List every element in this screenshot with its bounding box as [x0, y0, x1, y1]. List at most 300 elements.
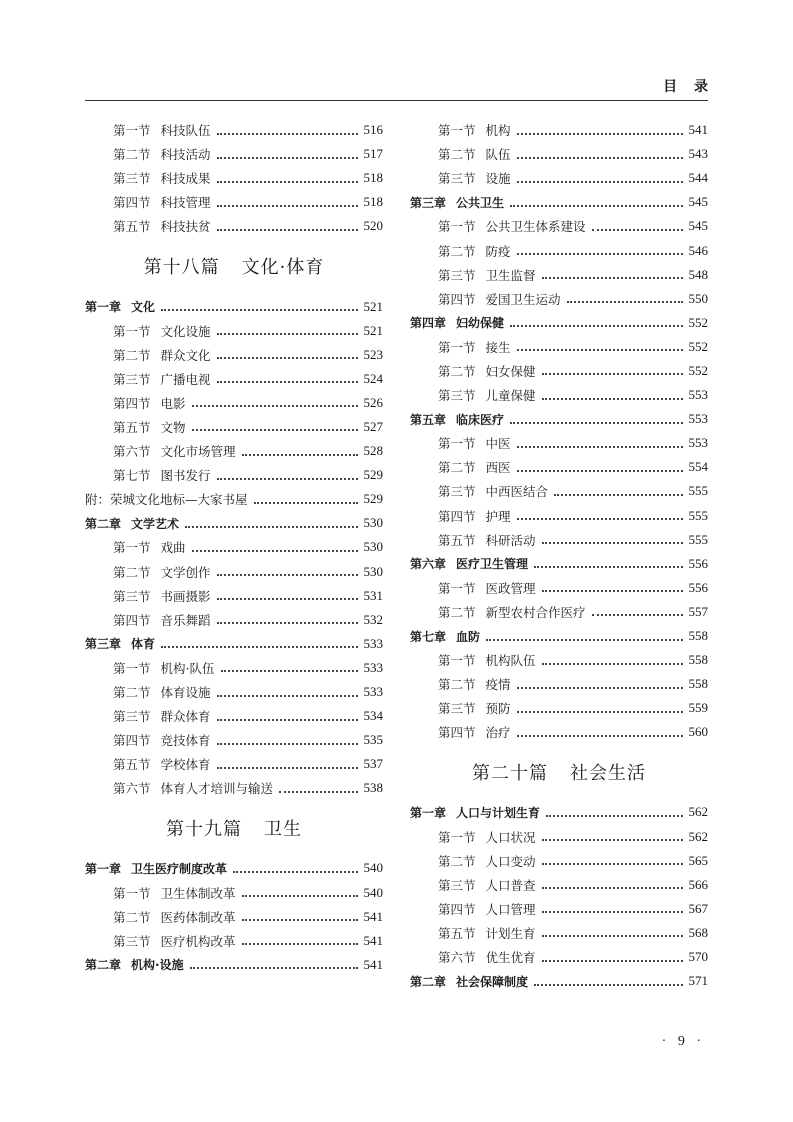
entry-title: 临床医疗: [456, 412, 505, 427]
entry-page-number: 530: [363, 515, 383, 531]
entry-title: 公共卫生: [456, 195, 505, 210]
toc-section-entry[interactable]: [85, 929, 383, 953]
dot-leader: [217, 156, 358, 159]
toc-section-entry[interactable]: [410, 142, 708, 166]
toc-section-entry[interactable]: [410, 263, 708, 287]
dot-leader: [161, 645, 357, 648]
entry-number: 第一节: [113, 323, 151, 339]
entry-title: 医疗机构改革: [160, 933, 236, 949]
entry-page-number: 560: [688, 724, 708, 740]
entry-page-number: 535: [363, 732, 383, 748]
entry-title: 中医: [485, 436, 511, 452]
entry-title: 文化: [131, 300, 156, 315]
entry-label: [85, 956, 188, 973]
running-header: [85, 74, 714, 101]
entry-title: 人口管理: [485, 901, 536, 917]
toc-section-entry[interactable]: [410, 720, 708, 744]
toc-chapter-entry[interactable]: [85, 632, 383, 656]
entry-label: [438, 145, 515, 163]
entry-title: 社会保障制度: [456, 974, 529, 989]
entry-label: [113, 683, 215, 701]
entry-page-number: 518: [363, 194, 383, 210]
toc-section-entry[interactable]: [85, 881, 383, 905]
dot-leader: [254, 501, 358, 504]
entry-title: 医政管理: [485, 580, 536, 596]
entry-number: 第七章: [410, 629, 447, 644]
toc-section-entry[interactable]: [410, 455, 708, 479]
toc-section-entry[interactable]: [410, 528, 708, 552]
entry-page-number: 562: [688, 828, 708, 844]
entry-title: 医疗卫生管理: [456, 557, 529, 572]
entry-number: 第二节: [438, 243, 476, 259]
toc-section-entry[interactable]: [410, 504, 708, 528]
toc-section-entry[interactable]: [410, 873, 708, 897]
entry-title: 设施: [485, 171, 511, 187]
page-number: · 9 ·: [661, 1034, 705, 1049]
entry-number: 第三节: [113, 709, 151, 725]
toc-chapter-entry[interactable]: [85, 294, 383, 318]
entry-title: 队伍: [485, 147, 511, 163]
entry-number: 第二节: [438, 460, 476, 476]
dot-leader: [217, 597, 358, 600]
entry-label: [113, 659, 219, 677]
toc-section-entry[interactable]: [85, 343, 383, 367]
entry-title: 护理: [485, 508, 511, 524]
toc-section-entry[interactable]: [410, 897, 708, 921]
entry-label: [113, 779, 277, 797]
entry-label: [438, 507, 515, 525]
entry-label: [438, 386, 540, 404]
dot-leader: [192, 428, 358, 431]
entry-label: [113, 322, 215, 340]
entry-label: [438, 458, 515, 476]
entry-title: 音乐舞蹈: [160, 612, 211, 628]
entry-page-number: 533: [363, 635, 383, 651]
entry-number: 第二节: [113, 147, 151, 163]
entry-page-number: 545: [688, 194, 708, 210]
dot-leader: [567, 300, 683, 303]
entry-page-number: 567: [688, 900, 708, 916]
entry-page-number: 544: [688, 170, 708, 186]
entry-page-number: 540: [363, 860, 383, 876]
entry-title: 优生优育: [485, 950, 536, 966]
entry-title: 戏曲: [160, 540, 186, 556]
entry-page-number: 530: [363, 563, 383, 579]
entry-title: 卫生体制改革: [160, 885, 236, 901]
entry-page-number: 541: [363, 932, 383, 948]
entry-page-number: 552: [688, 314, 708, 330]
toc-section-entry[interactable]: [85, 728, 383, 752]
toc-section-entry[interactable]: [410, 849, 708, 873]
entry-title: 书画摄影: [160, 588, 211, 604]
entry-title: 科技活动: [160, 147, 211, 163]
entry-label: [85, 515, 183, 532]
toc-section-entry[interactable]: [85, 905, 383, 929]
entry-number: 第六节: [438, 950, 476, 966]
entry-title: 科技管理: [160, 195, 211, 211]
entry-page-number: 533: [363, 659, 383, 675]
toc-section-entry[interactable]: [85, 391, 383, 415]
entry-page-number: 530: [363, 539, 383, 555]
toc-section-entry[interactable]: [85, 560, 383, 584]
toc-section-entry[interactable]: [410, 600, 708, 624]
entry-label: [438, 362, 540, 380]
entry-title: 文学艺术: [131, 516, 180, 531]
entry-number: 第一节: [438, 580, 476, 596]
entry-number: 第三章: [410, 195, 447, 210]
entry-number: 第三节: [438, 388, 476, 404]
entry-title: 血防: [456, 629, 481, 644]
toc-section-entry[interactable]: [85, 463, 383, 487]
dot-leader: [542, 397, 683, 400]
toc-section-entry[interactable]: [410, 921, 708, 945]
entry-number: 第五节: [113, 419, 151, 435]
entry-title: 图书发行: [160, 468, 211, 484]
entry-label: [438, 828, 540, 846]
dot-leader: [217, 766, 358, 769]
toc-section-entry[interactable]: [410, 238, 708, 262]
entry-title: 体育人才培训与输送: [160, 781, 274, 797]
entry-number: 第四章: [410, 316, 447, 331]
entry-number: 第一章: [410, 805, 447, 820]
entry-page-number: 554: [688, 459, 708, 475]
entry-page-number: 521: [363, 322, 383, 338]
entry-number: 第一节: [113, 123, 151, 139]
entry-number: 第五节: [113, 757, 151, 773]
dot-leader: [185, 525, 357, 528]
entry-title: 广播电视: [160, 371, 211, 387]
entry-label: [113, 908, 240, 926]
toc-section-entry[interactable]: [410, 479, 708, 503]
entry-page-number: 570: [688, 949, 708, 965]
entry-page-number: 558: [688, 652, 708, 668]
entry-page-number: 550: [688, 290, 708, 306]
entry-page-number: 524: [363, 370, 383, 386]
entry-number: 第二节: [113, 909, 151, 925]
toc-section-entry[interactable]: [85, 118, 383, 142]
entry-title: 文化设施: [160, 323, 211, 339]
dot-leader: [542, 934, 683, 937]
dot-leader: [233, 870, 357, 873]
entry-label: [113, 442, 240, 460]
dot-leader: [546, 814, 682, 817]
entry-label: [438, 482, 552, 500]
entry-number: 第二章: [410, 974, 447, 989]
toc-section-entry[interactable]: [410, 383, 708, 407]
entry-label: [438, 699, 515, 717]
dot-leader: [217, 380, 358, 383]
entry-page-number: 546: [688, 242, 708, 258]
toc-section-entry[interactable]: [85, 704, 383, 728]
toc-chapter-entry[interactable]: [85, 511, 383, 535]
entry-label: [85, 635, 159, 652]
dot-leader: [242, 942, 358, 945]
dot-leader: [217, 332, 358, 335]
toc-section-entry[interactable]: [85, 142, 383, 166]
entry-title: 卫生医疗制度改革: [131, 861, 228, 876]
entry-label: [410, 973, 532, 990]
toc-section-entry[interactable]: [410, 945, 708, 969]
toc-section-entry[interactable]: [410, 359, 708, 383]
dot-leader: [542, 276, 683, 279]
entry-number: 第二节: [438, 677, 476, 693]
toc-section-entry[interactable]: [410, 648, 708, 672]
entry-label: [438, 531, 540, 549]
entry-title: 体育: [131, 637, 156, 652]
dot-leader: [217, 573, 358, 576]
entry-title: 人口变动: [485, 853, 536, 869]
dot-leader: [510, 421, 682, 424]
dot-leader: [542, 886, 683, 889]
entry-number: 第一节: [438, 339, 476, 355]
entry-title: 机构·设施: [131, 958, 184, 973]
toc-column-left: [85, 118, 383, 977]
entry-page-number: 558: [688, 676, 708, 692]
entry-label: [85, 490, 252, 508]
entry-label: [438, 338, 515, 356]
part-heading: [410, 744, 708, 800]
part-number: 第十八篇: [143, 257, 220, 279]
entry-page-number: 521: [363, 298, 383, 314]
entry-page-number: 562: [688, 804, 708, 820]
toc-appendix-entry[interactable]: [85, 487, 383, 511]
entry-title: 体育设施: [160, 685, 211, 701]
toc-chapter-entry[interactable]: [410, 190, 708, 214]
entry-number: 第五节: [438, 925, 476, 941]
entry-number: 第二节: [438, 604, 476, 620]
dot-leader: [486, 638, 682, 641]
entry-page-number: 527: [363, 418, 383, 434]
toc-section-entry[interactable]: [85, 584, 383, 608]
part-heading: [85, 800, 383, 856]
toc-section-entry[interactable]: [410, 214, 708, 238]
entry-title: 机构: [485, 123, 511, 139]
entry-title: 中西医结合: [485, 484, 549, 500]
entry-number: 第三节: [438, 701, 476, 717]
entry-number: 第三节: [438, 484, 476, 500]
toc-section-entry[interactable]: [85, 752, 383, 776]
entry-label: [113, 394, 190, 412]
entry-number: 第四节: [438, 508, 476, 524]
toc-section-entry[interactable]: [85, 439, 383, 463]
dot-leader: [534, 983, 682, 986]
entry-number: 第二节: [113, 564, 151, 580]
entry-label: [113, 121, 215, 139]
entry-page-number: 566: [688, 876, 708, 892]
entry-label: [438, 924, 540, 942]
toc-section-entry[interactable]: [410, 576, 708, 600]
toc-section-entry[interactable]: [410, 118, 708, 142]
entry-page-number: 552: [688, 362, 708, 378]
entry-label: [410, 411, 508, 428]
entry-number: 第三节: [113, 371, 151, 387]
toc-chapter-entry[interactable]: [410, 311, 708, 335]
entry-number: 第二章: [85, 958, 122, 973]
entry-number: 第一节: [113, 660, 151, 676]
entry-page-number: 548: [688, 266, 708, 282]
entry-page-number: 541: [688, 122, 708, 138]
dot-leader: [517, 180, 683, 183]
toc-chapter-entry[interactable]: [410, 407, 708, 431]
entry-label: [438, 900, 540, 918]
toc-section-entry[interactable]: [85, 190, 383, 214]
entry-number: 第四节: [113, 195, 151, 211]
entry-title: 治疗: [485, 725, 511, 741]
toc-section-entry[interactable]: [85, 680, 383, 704]
toc-chapter-entry[interactable]: [410, 800, 708, 824]
entry-title: 机构·队伍: [160, 660, 215, 676]
entry-title: 荣城文化地标—大家书屋: [110, 492, 248, 508]
dot-leader: [517, 710, 683, 713]
toc-section-entry[interactable]: [85, 166, 383, 190]
entry-label: [85, 298, 159, 315]
entry-page-number: 537: [363, 756, 383, 772]
entry-number: 第四节: [113, 733, 151, 749]
entry-label: [410, 314, 508, 331]
toc-chapter-entry[interactable]: [85, 856, 383, 880]
entry-page-number: 552: [688, 338, 708, 354]
entry-label: [438, 121, 515, 139]
dot-leader: [542, 838, 683, 841]
entry-page-number: 529: [363, 491, 383, 507]
entry-title: 医药体制改革: [160, 909, 236, 925]
entry-label: [113, 755, 215, 773]
entry-page-number: 565: [688, 852, 708, 868]
entry-title: 文学创作: [160, 564, 211, 580]
dot-leader: [542, 910, 683, 913]
entry-number: 第二节: [113, 685, 151, 701]
toc-section-entry[interactable]: [85, 535, 383, 559]
dot-leader: [217, 228, 358, 231]
entry-number: 第一节: [438, 123, 476, 139]
toc-section-entry[interactable]: [410, 431, 708, 455]
entry-title: 科研活动: [485, 532, 536, 548]
dot-leader: [542, 959, 683, 962]
entry-page-number: 555: [688, 507, 708, 523]
entry-title: 疫情: [485, 677, 511, 693]
entry-title: 妇女保健: [485, 363, 536, 379]
entry-page-number: 556: [688, 555, 708, 571]
toc-section-entry[interactable]: [85, 367, 383, 391]
dot-leader: [554, 493, 682, 496]
toc-section-entry[interactable]: [85, 214, 383, 238]
entry-number: 第三节: [438, 267, 476, 283]
dot-leader: [592, 228, 683, 231]
toc-section-entry[interactable]: [410, 335, 708, 359]
entry-page-number: 531: [363, 587, 383, 603]
entry-title: 接生: [485, 339, 511, 355]
entry-label: [113, 145, 215, 163]
toc-section-entry[interactable]: [85, 776, 383, 800]
entry-title: 文物: [160, 419, 186, 435]
entry-label: [438, 290, 565, 308]
entry-number: 第六章: [410, 557, 447, 572]
entry-title: 西医: [485, 460, 511, 476]
entry-number: 第六节: [113, 781, 151, 797]
entry-label: [438, 579, 540, 597]
entry-page-number: 555: [688, 483, 708, 499]
toc-section-entry[interactable]: [410, 696, 708, 720]
dot-leader: [542, 589, 683, 592]
entry-label: [438, 675, 515, 693]
dot-leader: [517, 252, 683, 255]
entry-number: 第一节: [113, 540, 151, 556]
entry-label: [438, 852, 540, 870]
header-title: 目 录: [663, 79, 714, 95]
entry-page-number: 541: [363, 956, 383, 972]
entry-page-number: 557: [688, 603, 708, 619]
entry-label: [113, 611, 215, 629]
toc-section-entry[interactable]: [410, 166, 708, 190]
toc-chapter-entry[interactable]: [85, 953, 383, 977]
entry-number: 第六节: [113, 444, 151, 460]
entry-title: 科技成果: [160, 171, 211, 187]
entry-title: 卫生监督: [485, 267, 536, 283]
entry-page-number: 553: [688, 435, 708, 451]
entry-label: [438, 434, 515, 452]
entry-title: 新型农村合作医疗: [485, 604, 586, 620]
entry-page-number: 517: [363, 146, 383, 162]
dot-leader: [542, 662, 683, 665]
entry-page-number: 518: [363, 170, 383, 186]
entry-title: 科技队伍: [160, 123, 211, 139]
entry-page-number: 540: [363, 884, 383, 900]
dot-leader: [517, 348, 683, 351]
dot-leader: [517, 445, 683, 448]
toc-section-entry[interactable]: [410, 825, 708, 849]
entry-page-number: 545: [688, 218, 708, 234]
entry-label: [113, 217, 215, 235]
dot-leader: [517, 156, 683, 159]
toc-chapter-entry[interactable]: [410, 552, 708, 576]
toc-section-entry[interactable]: [410, 672, 708, 696]
entry-label: [410, 194, 508, 211]
entry-page-number: 553: [688, 411, 708, 427]
dot-leader: [242, 453, 358, 456]
toc-section-entry[interactable]: [410, 287, 708, 311]
entry-label: [113, 563, 215, 581]
entry-label: [438, 651, 540, 669]
entry-title: 机构队伍: [485, 653, 536, 669]
entry-title: 公共卫生体系建设: [485, 219, 586, 235]
dot-leader: [217, 718, 358, 721]
toc-chapter-entry[interactable]: [410, 624, 708, 648]
dot-leader: [242, 918, 358, 921]
entry-page-number: 516: [363, 122, 383, 138]
entry-title: 人口普查: [485, 877, 536, 893]
toc-section-entry[interactable]: [85, 656, 383, 680]
toc-section-entry[interactable]: [85, 319, 383, 343]
entry-number: 附：: [85, 492, 111, 508]
dot-leader: [542, 862, 683, 865]
entry-label: [113, 707, 215, 725]
entry-number: 第二节: [438, 363, 476, 379]
entry-title: 儿童保健: [485, 388, 536, 404]
toc-chapter-entry[interactable]: [410, 969, 708, 993]
toc-column-right: [410, 118, 708, 993]
entry-number: 第七节: [113, 468, 151, 484]
dot-leader: [217, 356, 358, 359]
entry-title: 爱国卫生运动: [485, 291, 561, 307]
toc-section-entry[interactable]: [85, 608, 383, 632]
entry-number: 第一节: [113, 885, 151, 901]
entry-page-number: 541: [363, 908, 383, 924]
entry-page-number: 558: [688, 628, 708, 644]
toc-section-entry[interactable]: [85, 415, 383, 439]
part-heading: [85, 238, 383, 294]
entry-page-number: 534: [363, 708, 383, 724]
part-number: 第二十篇: [472, 763, 548, 785]
